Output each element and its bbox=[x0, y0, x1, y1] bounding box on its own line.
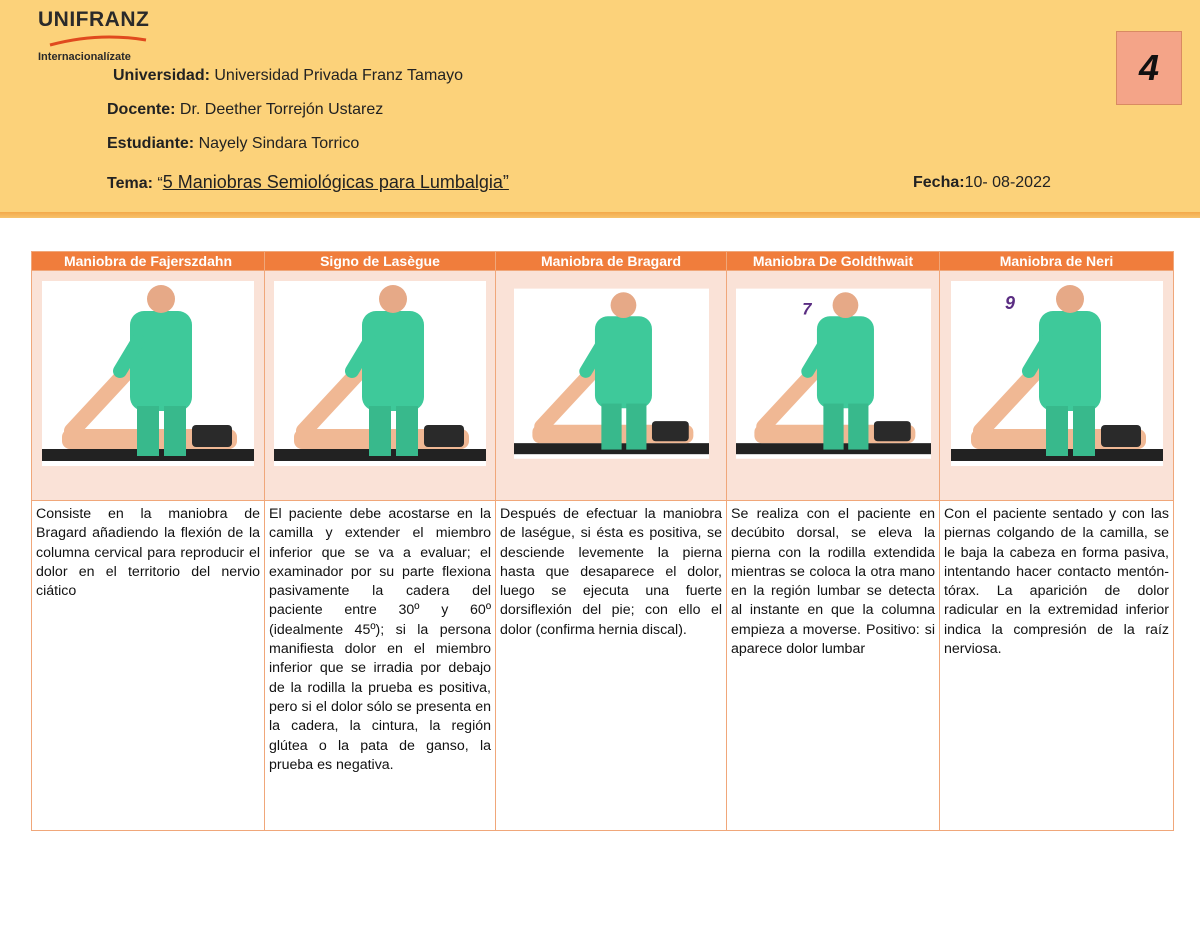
description-neri: Con el paciente sentado y con las piernas colgando de la camilla, se le baja la cabeza en forma pasiva, intentando hacer contacto mentón- tórax. La aparición de dolor radicular en la extremidad inferior indica la compresión de la raíz nerviosa. bbox=[940, 501, 1174, 831]
fajerszdahn-illustration bbox=[42, 281, 254, 471]
column-header-fajerszdahn: Maniobra de Fajerszdahn bbox=[32, 252, 265, 271]
logo-tagline: Internacionalízate bbox=[38, 51, 131, 63]
goldthwait-image-number: 7 bbox=[801, 299, 811, 319]
column-header-bragard: Maniobra de Bragard bbox=[496, 252, 727, 271]
logo-name: UNIFRANZ bbox=[38, 8, 150, 31]
description-goldthwait: Se realiza con el paciente en decúbito dorsal, se eleva la pierna con la rodilla extendida mientras se coloca la otra mano en la región lumbar se detecta al instante en que la columna empieza a moverse. Positivo: si aparece dolor lumbar bbox=[727, 501, 940, 831]
image-cell-bragard bbox=[496, 271, 727, 501]
fecha-line: Fecha:10- 08-2022 bbox=[913, 174, 1051, 191]
description-row bbox=[32, 501, 1174, 831]
description-bragard: Después de efectuar la maniobra de laségue, si ésta es positiva, se desciende levemente la pierna hasta que desaparece el dolor, luego se ejecuta una fuerte dorsiflexión del pie; con ello el dolor (confirma hernia discal). bbox=[496, 501, 727, 831]
estudiante-line: Estudiante: Nayely Sindara Torrico bbox=[107, 135, 360, 152]
column-header-goldthwait: Maniobra De Goldthwait bbox=[727, 252, 940, 271]
neri-illustration bbox=[951, 281, 1163, 471]
table-header-row bbox=[32, 252, 1174, 271]
topic-title: 5 Maniobras Semiológicas para Lumbalgia” bbox=[162, 172, 509, 192]
docente-line: Docente: Dr. Deether Torrejón Ustarez bbox=[107, 101, 384, 118]
unifranz-logo bbox=[38, 8, 150, 63]
goldthwait-illustration bbox=[736, 281, 931, 471]
maneuvers-table bbox=[31, 251, 1174, 831]
image-cell-lasegue bbox=[265, 271, 496, 501]
image-row bbox=[32, 271, 1174, 501]
image-cell-goldthwait bbox=[727, 271, 940, 501]
image-cell-fajerszdahn bbox=[32, 271, 265, 501]
bragard-illustration bbox=[514, 281, 709, 471]
description-fajerszdahn: Consiste en la maniobra de Bragard añadiendo la flexión de la columna cervical para reproducir el dolor en el territorio del nervio ciático bbox=[32, 501, 265, 831]
description-lasegue: El paciente debe acostarse en la camilla y extender el miembro inferior que se va a evaluar; el examinador por su parte flexiona pasivamente la cadera del paciente entre 30º y 60º (idealmente 45º); si la persona manifiesta dolor en el miembro inferior que se irradia por debajo de la rodilla la prueba es positiva, pero si el dolor sólo se presenta en la cadera, la cintura, la región glútea o la pata de ganso, la prueba es negativa. bbox=[265, 501, 496, 831]
column-header-lasegue: Signo de Lasègue bbox=[265, 252, 496, 271]
neri-image-number: 9 bbox=[1004, 293, 1015, 313]
image-cell-neri bbox=[940, 271, 1174, 501]
lasegue-illustration bbox=[274, 281, 486, 471]
tema-line: Tema: “5 Maniobras Semiológicas para Lumbalgia” bbox=[107, 172, 509, 192]
universidad-line: Universidad: Universidad Privada Franz Tamayo bbox=[113, 67, 464, 84]
logo-swoosh-icon bbox=[48, 34, 148, 48]
column-header-neri: Maniobra de Neri bbox=[940, 252, 1174, 271]
page-number-box: 4 bbox=[1116, 31, 1182, 105]
header-divider bbox=[0, 212, 1200, 218]
